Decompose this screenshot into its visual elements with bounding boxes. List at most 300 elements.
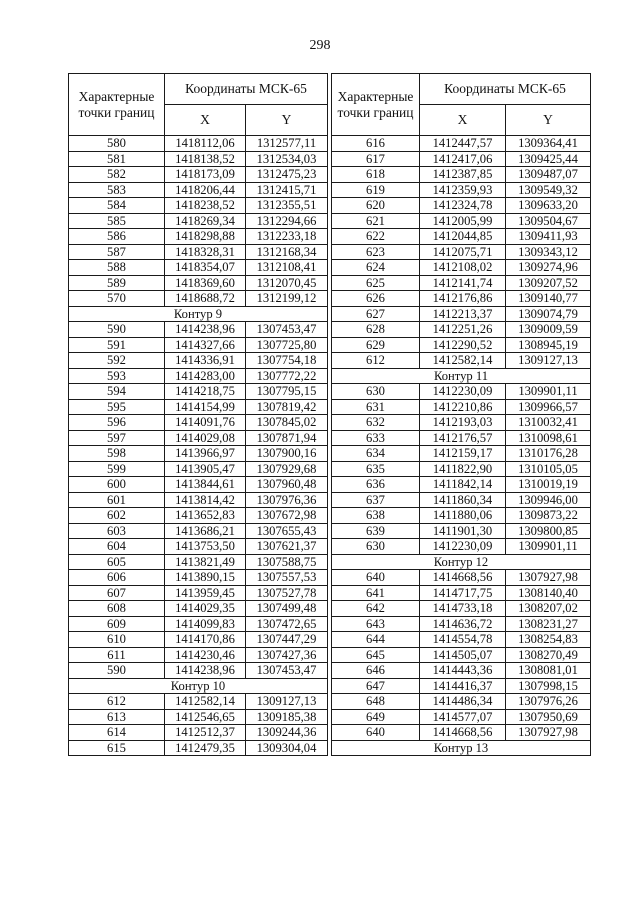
coordinate-y: 1307795,15 [246, 384, 328, 400]
contour-label: Контур 10 [69, 678, 328, 694]
coordinate-y: 1307725,80 [246, 337, 328, 353]
table-row [69, 663, 328, 679]
coordinate-x: 1414029,08 [165, 430, 246, 446]
point-number: 602 [69, 508, 165, 524]
point-number: 619 [332, 182, 420, 198]
point-number: 612 [332, 353, 420, 369]
coordinate-x: 1418206,44 [165, 182, 246, 198]
table-row [69, 740, 328, 756]
coordinate-y: 1308945,19 [506, 337, 591, 353]
table-row [69, 709, 328, 725]
coordinate-x: 1414218,75 [165, 384, 246, 400]
coordinate-y: 1309185,38 [246, 709, 328, 725]
page-number: 298 [309, 38, 331, 53]
header-y: Y [246, 105, 328, 136]
coordinate-x: 1413753,50 [165, 539, 246, 555]
coordinate-y: 1309411,93 [506, 229, 591, 245]
table-row [332, 291, 591, 307]
coordinates-table-right [331, 73, 591, 756]
coordinate-x: 1413890,15 [165, 570, 246, 586]
coordinate-y: 1312108,41 [246, 260, 328, 276]
header-x: X [165, 105, 246, 136]
header-points: Характерные точки границ [332, 74, 420, 136]
coordinate-y: 1307557,53 [246, 570, 328, 586]
table-row [69, 508, 328, 524]
coordinate-x: 1414230,46 [165, 647, 246, 663]
table-row [332, 523, 591, 539]
coordinate-x: 1412108,02 [420, 260, 506, 276]
coordinate-x: 1412210,86 [420, 399, 506, 415]
coordinate-y: 1307960,48 [246, 477, 328, 493]
point-number: 581 [69, 151, 165, 167]
coordinate-y: 1310105,05 [506, 461, 591, 477]
coordinate-y: 1309140,77 [506, 291, 591, 307]
table-row [69, 415, 328, 431]
coordinates-table-left [68, 73, 328, 756]
point-number: 593 [69, 368, 165, 384]
table-row [69, 291, 328, 307]
coordinate-x: 1411860,34 [420, 492, 506, 508]
coordinate-x: 1418112,06 [165, 136, 246, 152]
point-number: 639 [332, 523, 420, 539]
point-number: 630 [332, 384, 420, 400]
contour-label: Контур 11 [332, 368, 591, 384]
coordinate-x: 1414099,83 [165, 616, 246, 632]
coordinate-y: 1308270,49 [506, 647, 591, 663]
contour-label: Контур 12 [332, 554, 591, 570]
point-number: 646 [332, 663, 420, 679]
point-number: 608 [69, 601, 165, 617]
table-row [332, 709, 591, 725]
point-number: 585 [69, 213, 165, 229]
point-number: 620 [332, 198, 420, 214]
point-number: 616 [332, 136, 420, 152]
point-number: 595 [69, 399, 165, 415]
table-row [69, 461, 328, 477]
coordinate-x: 1418328,31 [165, 244, 246, 260]
coordinate-y: 1307453,47 [246, 663, 328, 679]
table-row [69, 353, 328, 369]
point-number: 642 [332, 601, 420, 617]
coordinate-y: 1307927,98 [506, 570, 591, 586]
coordinate-y: 1312355,51 [246, 198, 328, 214]
table-row [332, 539, 591, 555]
coordinate-x: 1413652,83 [165, 508, 246, 524]
table-row [69, 601, 328, 617]
coordinate-x: 1412251,26 [420, 322, 506, 338]
coordinate-x: 1418369,60 [165, 275, 246, 291]
coordinate-x: 1412044,85 [420, 229, 506, 245]
table-row [69, 182, 328, 198]
table-row [332, 136, 591, 152]
table-row [69, 322, 328, 338]
point-number: 617 [332, 151, 420, 167]
table-row [332, 492, 591, 508]
coordinate-y: 1309127,13 [246, 694, 328, 710]
point-number: 586 [69, 229, 165, 245]
point-number: 627 [332, 306, 420, 322]
coordinate-x: 1412005,99 [420, 213, 506, 229]
coordinate-y: 1312475,23 [246, 167, 328, 183]
point-number: 591 [69, 337, 165, 353]
point-number: 590 [69, 322, 165, 338]
coordinate-y: 1307427,36 [246, 647, 328, 663]
table-row [332, 663, 591, 679]
coordinate-x: 1412387,85 [420, 167, 506, 183]
coordinate-y: 1308231,27 [506, 616, 591, 632]
table-row [332, 570, 591, 586]
coordinate-y: 1312415,71 [246, 182, 328, 198]
coordinate-x: 1412230,09 [420, 539, 506, 555]
coordinate-y: 1307929,68 [246, 461, 328, 477]
coordinate-y: 1312168,34 [246, 244, 328, 260]
table-row [69, 694, 328, 710]
point-number: 621 [332, 213, 420, 229]
coordinate-x: 1414505,07 [420, 647, 506, 663]
point-number: 645 [332, 647, 420, 663]
coordinate-x: 1414733,18 [420, 601, 506, 617]
coordinate-y: 1312577,11 [246, 136, 328, 152]
table-row [332, 213, 591, 229]
coordinate-y: 1309304,04 [246, 740, 328, 756]
coordinate-x: 1414443,36 [420, 663, 506, 679]
coordinate-x: 1412512,37 [165, 725, 246, 741]
table-row [332, 601, 591, 617]
coordinate-y: 1307845,02 [246, 415, 328, 431]
coordinate-x: 1412417,06 [420, 151, 506, 167]
point-number: 628 [332, 322, 420, 338]
coordinate-x: 1412359,93 [420, 182, 506, 198]
coordinate-x: 1414668,56 [420, 570, 506, 586]
point-number: 614 [69, 725, 165, 741]
table-row [69, 384, 328, 400]
coordinate-y: 1307998,15 [506, 678, 591, 694]
coordinate-x: 1412159,17 [420, 446, 506, 462]
table-row [332, 275, 591, 291]
header-coordinate-system: Координаты МСК-65 [420, 74, 591, 105]
coordinate-x: 1414668,56 [420, 725, 506, 741]
coordinate-y: 1309207,52 [506, 275, 591, 291]
contour-row [69, 678, 328, 694]
table-row [69, 275, 328, 291]
table-body-left [69, 136, 328, 756]
coordinate-x: 1418269,34 [165, 213, 246, 229]
table-row [69, 399, 328, 415]
coordinate-y: 1309901,11 [506, 539, 591, 555]
coordinate-x: 1411842,14 [420, 477, 506, 493]
coordinate-x: 1414577,07 [420, 709, 506, 725]
point-number: 584 [69, 198, 165, 214]
point-number: 640 [332, 725, 420, 741]
point-number: 589 [69, 275, 165, 291]
point-number: 609 [69, 616, 165, 632]
point-number: 596 [69, 415, 165, 431]
table-row [332, 508, 591, 524]
coordinate-y: 1310098,61 [506, 430, 591, 446]
coordinate-x: 1412582,14 [420, 353, 506, 369]
coordinate-y: 1307871,94 [246, 430, 328, 446]
coordinate-y: 1307447,29 [246, 632, 328, 648]
point-number: 644 [332, 632, 420, 648]
point-number: 582 [69, 167, 165, 183]
coordinate-y: 1307976,36 [246, 492, 328, 508]
coordinate-x: 1414486,34 [420, 694, 506, 710]
table-row [69, 167, 328, 183]
coordinate-y: 1308081,01 [506, 663, 591, 679]
contour-label: Контур 13 [332, 740, 591, 756]
coordinate-y: 1310176,28 [506, 446, 591, 462]
point-number: 640 [332, 570, 420, 586]
point-number: 635 [332, 461, 420, 477]
table-row [69, 725, 328, 741]
point-number: 597 [69, 430, 165, 446]
table-row [332, 725, 591, 741]
coordinate-y: 1309364,41 [506, 136, 591, 152]
table-row [332, 415, 591, 431]
point-number: 631 [332, 399, 420, 415]
point-number: 611 [69, 647, 165, 663]
point-number: 630 [332, 539, 420, 555]
table-row [332, 461, 591, 477]
point-number: 612 [69, 694, 165, 710]
point-number: 625 [332, 275, 420, 291]
coordinate-y: 1309901,11 [506, 384, 591, 400]
contour-row [332, 368, 591, 384]
table-row [69, 554, 328, 570]
coordinate-x: 1414029,35 [165, 601, 246, 617]
coordinate-y: 1307927,98 [506, 725, 591, 741]
coordinate-y: 1307453,47 [246, 322, 328, 338]
coordinate-x: 1413966,97 [165, 446, 246, 462]
coordinate-y: 1312070,45 [246, 275, 328, 291]
coordinate-y: 1307472,65 [246, 616, 328, 632]
point-number: 607 [69, 585, 165, 601]
contour-label: Контур 9 [69, 306, 328, 322]
table-row [332, 260, 591, 276]
point-number: 618 [332, 167, 420, 183]
point-number: 594 [69, 384, 165, 400]
coordinate-x: 1413959,45 [165, 585, 246, 601]
header-coordinate-system: Координаты МСК-65 [165, 74, 328, 105]
point-number: 583 [69, 182, 165, 198]
point-number: 638 [332, 508, 420, 524]
coordinate-y: 1307976,26 [506, 694, 591, 710]
coordinate-y: 1312199,12 [246, 291, 328, 307]
coordinate-x: 1414091,76 [165, 415, 246, 431]
table-row [69, 260, 328, 276]
point-number: 647 [332, 678, 420, 694]
coordinate-x: 1414636,72 [420, 616, 506, 632]
coordinate-x: 1414327,66 [165, 337, 246, 353]
coordinate-x: 1414154,99 [165, 399, 246, 415]
coordinate-y: 1307950,69 [506, 709, 591, 725]
point-number: 626 [332, 291, 420, 307]
table-row [332, 616, 591, 632]
coordinate-y: 1309946,00 [506, 492, 591, 508]
point-number: 600 [69, 477, 165, 493]
table-row [332, 384, 591, 400]
coordinate-x: 1411901,30 [420, 523, 506, 539]
point-number: 637 [332, 492, 420, 508]
coordinate-x: 1412479,35 [165, 740, 246, 756]
coordinate-x: 1412582,14 [165, 694, 246, 710]
coordinate-y: 1309343,12 [506, 244, 591, 260]
contour-row [332, 740, 591, 756]
point-number: 603 [69, 523, 165, 539]
table-row [69, 151, 328, 167]
point-number: 632 [332, 415, 420, 431]
coordinate-y: 1308140,40 [506, 585, 591, 601]
coordinate-x: 1412290,52 [420, 337, 506, 353]
point-number: 624 [332, 260, 420, 276]
coordinate-y: 1309549,32 [506, 182, 591, 198]
point-number: 588 [69, 260, 165, 276]
point-number: 649 [332, 709, 420, 725]
coordinate-x: 1414336,91 [165, 353, 246, 369]
table-row [332, 322, 591, 338]
table-row [69, 136, 328, 152]
coordinate-x: 1418688,72 [165, 291, 246, 307]
point-number: 580 [69, 136, 165, 152]
point-number: 622 [332, 229, 420, 245]
coordinate-x: 1411880,06 [420, 508, 506, 524]
table-row [69, 492, 328, 508]
table-row [69, 229, 328, 245]
coordinate-y: 1309633,20 [506, 198, 591, 214]
coordinate-x: 1413905,47 [165, 461, 246, 477]
table-row [332, 244, 591, 260]
point-number: 641 [332, 585, 420, 601]
contour-row [69, 306, 328, 322]
coordinate-y: 1309127,13 [506, 353, 591, 369]
coordinate-x: 1413844,61 [165, 477, 246, 493]
point-number: 592 [69, 353, 165, 369]
header-points: Характерные точки границ [69, 74, 165, 136]
point-number: 613 [69, 709, 165, 725]
table-row [69, 430, 328, 446]
coordinate-y: 1312294,66 [246, 213, 328, 229]
point-number: 634 [332, 446, 420, 462]
coordinate-x: 1413814,42 [165, 492, 246, 508]
coordinate-x: 1412141,74 [420, 275, 506, 291]
coordinate-x: 1418138,52 [165, 151, 246, 167]
coordinate-y: 1307588,75 [246, 554, 328, 570]
coordinate-y: 1307527,78 [246, 585, 328, 601]
table-row [69, 616, 328, 632]
coordinate-y: 1307772,22 [246, 368, 328, 384]
table-row [332, 151, 591, 167]
point-number: 606 [69, 570, 165, 586]
point-number: 599 [69, 461, 165, 477]
coordinate-y: 1310032,41 [506, 415, 591, 431]
point-number: 605 [69, 554, 165, 570]
point-number: 587 [69, 244, 165, 260]
point-number: 601 [69, 492, 165, 508]
table-row [332, 632, 591, 648]
coordinate-x: 1412193,03 [420, 415, 506, 431]
coordinate-x: 1412176,57 [420, 430, 506, 446]
table-row [69, 446, 328, 462]
table-row [332, 167, 591, 183]
coordinate-x: 1414416,37 [420, 678, 506, 694]
table-row [69, 213, 328, 229]
table-row [69, 523, 328, 539]
table-row [69, 570, 328, 586]
table-row [69, 368, 328, 384]
point-number: 636 [332, 477, 420, 493]
point-number: 598 [69, 446, 165, 462]
coordinate-x: 1411822,90 [420, 461, 506, 477]
coordinate-y: 1312233,18 [246, 229, 328, 245]
coordinate-x: 1418354,07 [165, 260, 246, 276]
table-row [69, 585, 328, 601]
coordinate-x: 1414554,78 [420, 632, 506, 648]
table-row [332, 430, 591, 446]
coordinate-y: 1307754,18 [246, 353, 328, 369]
coordinate-y: 1308207,02 [506, 601, 591, 617]
coordinate-y: 1309274,96 [506, 260, 591, 276]
table-row [69, 647, 328, 663]
header-x: X [420, 105, 506, 136]
coordinate-y: 1308254,83 [506, 632, 591, 648]
coordinate-y: 1309487,07 [506, 167, 591, 183]
coordinate-y: 1307672,98 [246, 508, 328, 524]
coordinate-y: 1309244,36 [246, 725, 328, 741]
point-number: 648 [332, 694, 420, 710]
coordinate-x: 1412176,86 [420, 291, 506, 307]
coordinate-y: 1307499,48 [246, 601, 328, 617]
table-row [332, 477, 591, 493]
coordinate-y: 1307621,37 [246, 539, 328, 555]
point-number: 643 [332, 616, 420, 632]
coordinate-x: 1412447,57 [420, 136, 506, 152]
table-row [69, 477, 328, 493]
coordinate-y: 1309425,44 [506, 151, 591, 167]
point-number: 590 [69, 663, 165, 679]
coordinate-y: 1310019,19 [506, 477, 591, 493]
table-row [332, 647, 591, 663]
table-row [332, 446, 591, 462]
table-row [332, 399, 591, 415]
coordinate-y: 1309074,79 [506, 306, 591, 322]
coordinate-x: 1412230,09 [420, 384, 506, 400]
coordinate-x: 1414283,00 [165, 368, 246, 384]
coordinate-y: 1309009,59 [506, 322, 591, 338]
coordinate-x: 1413686,21 [165, 523, 246, 539]
table-row [69, 632, 328, 648]
coordinate-x: 1418173,09 [165, 167, 246, 183]
point-number: 610 [69, 632, 165, 648]
coordinate-x: 1412075,71 [420, 244, 506, 260]
coordinate-x: 1413821,49 [165, 554, 246, 570]
coordinate-y: 1307819,42 [246, 399, 328, 415]
coordinate-x: 1414717,75 [420, 585, 506, 601]
point-number: 604 [69, 539, 165, 555]
table-row [69, 244, 328, 260]
table-row [332, 694, 591, 710]
coordinate-y: 1309873,22 [506, 508, 591, 524]
table-row [69, 198, 328, 214]
coordinate-x: 1414238,96 [165, 322, 246, 338]
table-row [332, 306, 591, 322]
contour-row [332, 554, 591, 570]
coordinate-y: 1307655,43 [246, 523, 328, 539]
table-row [332, 198, 591, 214]
coordinate-x: 1418298,88 [165, 229, 246, 245]
table-row [69, 337, 328, 353]
point-number: 633 [332, 430, 420, 446]
table-row [69, 539, 328, 555]
